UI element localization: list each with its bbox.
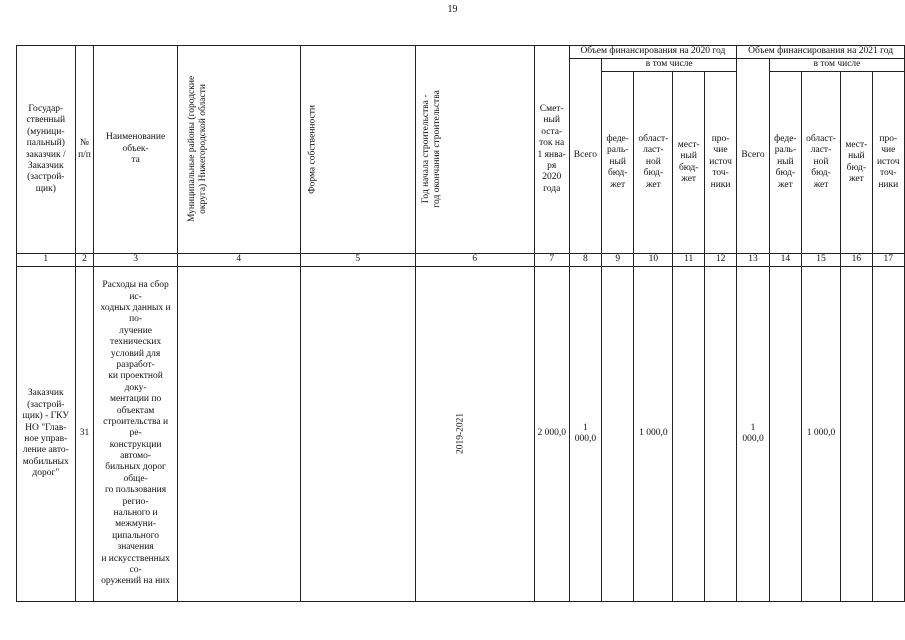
row-local-2021	[841, 267, 872, 602]
row-districts	[177, 267, 300, 602]
row-other-2020	[704, 267, 736, 602]
header-regional-2021: област- ласт- ной бюд- жет	[801, 72, 840, 254]
column-number: 16	[841, 254, 872, 267]
column-number: 10	[634, 254, 673, 267]
row-total-2021: 1 000,0	[737, 267, 770, 602]
row-other-2021	[872, 267, 904, 602]
row-object-name: Расходы на сбор ис- ходных данных и по- лучение технических условий для разработ- ки проектной доку- ментации по объектам строительства и ре- конструкции автомо- бильных дорог обще- го пользования регио- нального и межмуни- ципального значения и искусственных со- оружений на них	[94, 267, 177, 602]
column-number: 15	[801, 254, 840, 267]
financing-table	[16, 45, 905, 602]
header-including-2021: в том числе	[769, 59, 904, 72]
column-number: 3	[94, 254, 177, 267]
page-number: 19	[447, 4, 458, 15]
header-total-2021: Всего	[737, 59, 770, 254]
header-object-name: Наименование объек- та	[94, 46, 177, 254]
row-federal-2021	[769, 267, 801, 602]
column-number: 12	[704, 254, 736, 267]
column-number: 1	[17, 254, 76, 267]
header-estimate: Смет- ный оста- ток на 1 янва- ря 2020 года	[534, 46, 569, 254]
header-including-2020: в том числе	[602, 59, 737, 72]
column-number: 5	[300, 254, 415, 267]
column-number: 7	[534, 254, 569, 267]
row-customer: Заказчик (застрой- щик) - ГКУ НО "Глав- ное управ- ление авто- мобильных дорог"	[17, 267, 76, 602]
row-years: 2019-2021	[455, 413, 466, 455]
header-num: № п/п	[75, 46, 94, 254]
column-number: 8	[569, 254, 602, 267]
row-years-cell	[415, 267, 534, 602]
header-ownership: Форма собственности	[307, 104, 318, 194]
column-number: 6	[415, 254, 534, 267]
header-districts: Муниципальные районы (городские округа) Нижегородской области	[186, 76, 208, 223]
column-number: 14	[769, 254, 801, 267]
header-regional-2020: област- ласт- ной бюд- жет	[634, 72, 673, 254]
header-other-2021: про- чие источ точ- ники	[872, 72, 904, 254]
header-local-2020: мест- ный бюд- жет	[673, 72, 704, 254]
row-num: 31	[75, 267, 94, 602]
header-other-2020: про- чие источ точ- ники	[704, 72, 736, 254]
column-number: 13	[737, 254, 770, 267]
column-number: 2	[75, 254, 94, 267]
header-fin-2020: Объем финансирования на 2020 год	[569, 46, 737, 59]
column-number: 4	[177, 254, 300, 267]
header-ownership-cell	[300, 46, 415, 254]
column-number: 11	[673, 254, 704, 267]
header-federal-2021: феде- раль- ный бюд- жет	[769, 72, 801, 254]
header-years: Год начала строительства - год окончания строительства	[420, 90, 442, 208]
header-fin-2021: Объем финансирования на 2021 год	[737, 46, 905, 59]
row-federal-2020	[602, 267, 634, 602]
row-ownership	[300, 267, 415, 602]
header-local-2021: мест- ный бюд- жет	[841, 72, 872, 254]
column-number: 9	[602, 254, 634, 267]
row-estimate: 2 000,0	[534, 267, 569, 602]
header-customer: Государ- ственный (муници- пальный) заказчик / Заказчик (застрой- щик)	[17, 46, 76, 254]
header-years-cell	[415, 46, 534, 254]
row-total-2020: 1 000,0	[569, 267, 602, 602]
header-districts-cell	[177, 46, 300, 254]
row-regional-2020: 1 000,0	[634, 267, 673, 602]
row-local-2020	[673, 267, 704, 602]
header-total-2020: Всего	[569, 59, 602, 254]
row-regional-2021: 1 000,0	[801, 267, 840, 602]
header-federal-2020: феде- раль- ный бюд- жет	[602, 72, 634, 254]
column-number: 17	[872, 254, 904, 267]
